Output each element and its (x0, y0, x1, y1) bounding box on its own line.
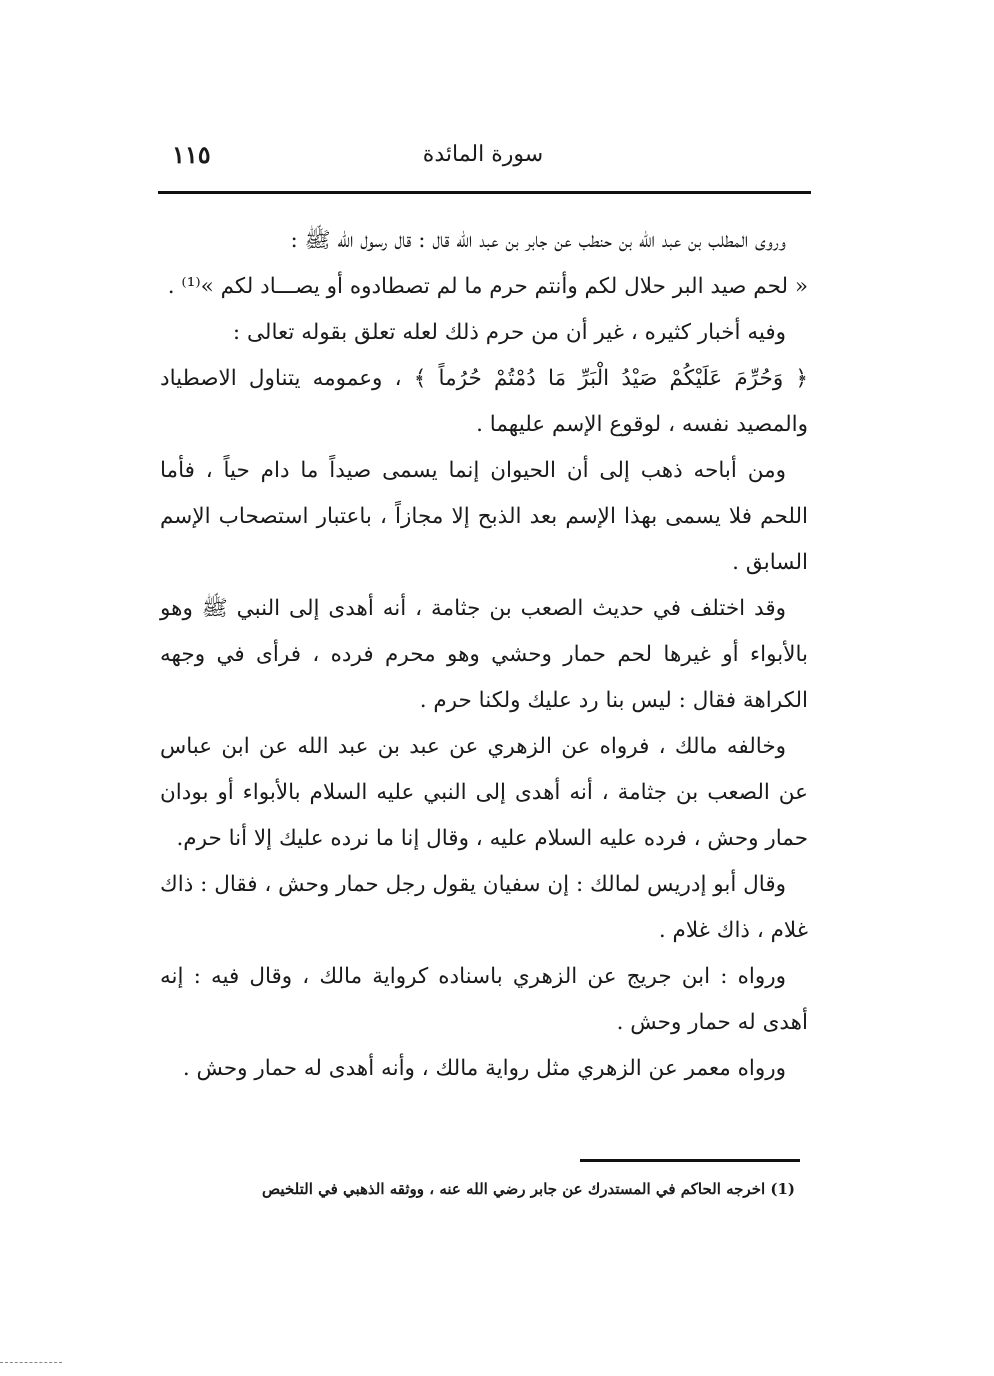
paragraph-abu-idris: وقال أبو إدريس لمالك : إن سفيان يقول رجل حمار وحش ، فقال : ذاك غلام ، ذاك غلام . (160, 872, 808, 943)
paragraph-ibn-jurayj: ورواه : ابن جريج عن الزهري باسناده كرواية مالك ، وقال فيه : إنه أهدى له حمار وحش . (160, 964, 808, 1035)
page-number: ١١٥ (172, 140, 211, 169)
paragraph-mamar: ورواه معمر عن الزهري مثل رواية مالك ، وأنه أهدى له حمار وحش . (182, 1056, 786, 1081)
header-rule (158, 191, 811, 194)
scan-edge-mark (0, 1362, 62, 1363)
paragraph-hadith-intro: وروى المطلب بن عبد الله بن حنطب عن جابر بن عبد الله قال : قال رسول الله ﷺ : (290, 228, 786, 253)
body-text (160, 218, 808, 1092)
footnote-rule (580, 1159, 800, 1162)
paragraph-permitted-view: ومن أباحه ذهب إلى أن الحيوان إنما يسمى صيداً ما دام حياً ، فأما اللحم فلا يسمى بهذا الإسم بعد الذبح إلا مجازاً ، باعتبار استصحاب الإسم السابق . (160, 458, 808, 575)
paragraph-reports: وفيه أخبار كثيره ، غير أن من حرم ذلك لعله تعلق بقوله تعالى : (232, 320, 786, 345)
paragraph-malik-narration: وخالفه مالك ، فرواه عن الزهري عن عبد بن عبد الله عن ابن عباس عن الصعب بن جثامة ، أنه أهدى إلى النبي عليه السلام بالأبواء أو بودان حمار وحش ، فرده عليه السلام عليه ، وقال إنا ما نرده عليك إلا أنا حرم. (160, 734, 808, 851)
paragraph-hadith-quote: « لحم صيد البر حلال لكم وأنتم حرم ما لم تصطادوه أو يصـــاد لكم »⁽¹⁾ . (167, 274, 808, 299)
paragraph-saab-hadith: وقد اختلف في حديث الصعب بن جثامة ، أنه أهدى إلى النبي ﷺ وهو بالأبواء أو غيرها لحم حمار وحشي وهو محرم فرده ، فرأى في وجهه الكراهة فقال : ليس بنا رد عليك ولكنا حرم . (160, 596, 808, 713)
page-header (158, 138, 808, 178)
footnote: (1) اخرجه الحاكم في المستدرك عن جابر رضي الله عنه ، ووثقه الذهبي في التلخيص (262, 1180, 795, 1198)
running-title: سورة المائدة (422, 142, 544, 167)
paragraph-verse: ﴿ وَحُرِّمَ عَلَيْكُمْ صَيْدُ الْبَرِّ مَا دُمْتُمْ حُرُماً ﴾ ، وعمومه يتناول الاصطياد والمصيد نفسه ، لوقوع الإسم عليهما . (160, 366, 808, 437)
